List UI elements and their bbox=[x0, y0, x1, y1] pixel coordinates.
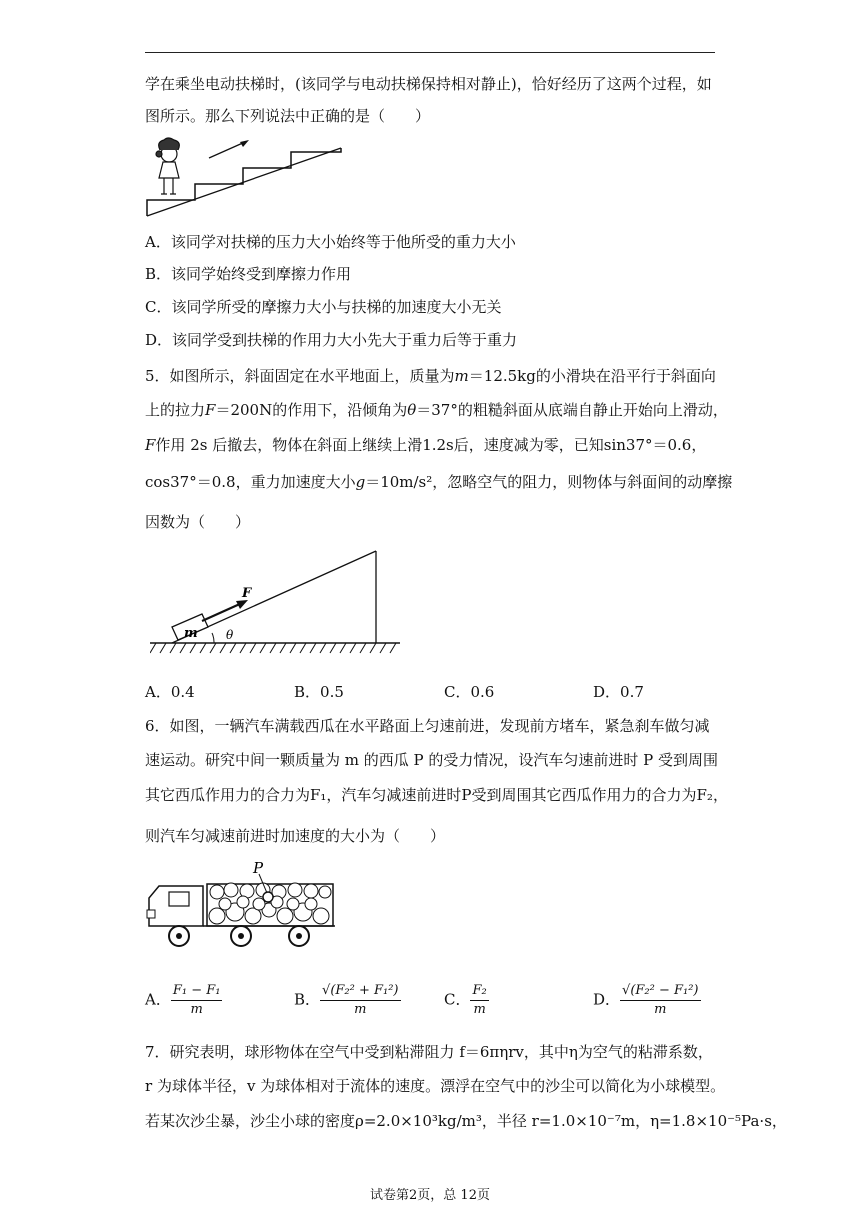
q5-stem-line2: 上的拉力F＝200N的作用下，沿倾角为θ＝37°的粗糙斜面从底端自静止开始向上滑动， bbox=[145, 401, 728, 419]
q5-stem-line5: 因数为（ ） bbox=[145, 513, 251, 531]
q6-option-b: B． $\frac{\text{√(F₂² + F₁²)}}{m}$ bbox=[294, 983, 399, 1017]
escalator-figure bbox=[145, 136, 350, 220]
q7-stem-line3: 若某次沙尘暴，沙尘小球的密度ρ=2.0×10³kg/m³，半径 r=1.0×10⁻⁷m，η=1.8×10⁻⁵Pa·s， bbox=[145, 1112, 787, 1130]
q4-stem-line2: 图所示。那么下列说法中正确的是（ ） bbox=[145, 107, 431, 125]
q5-stem-line4: cos37°＝0.8，重力加速度大小g＝10m/s²，忽略空气的阻力，则物体与斜面间的动摩擦 bbox=[145, 473, 733, 491]
q4-option-d: D．该同学受到扶梯的作用力大小先大于重力后等于重力 bbox=[145, 331, 518, 349]
q5-stem-line3: F作用 2s 后撤去，物体在斜面上继续上滑1.2s后，速度减为零，已知sin37°＝0.6， bbox=[145, 436, 707, 454]
truck-figure bbox=[145, 860, 340, 952]
q4-option-a: A．该同学对扶梯的压力大小始终等于他所受的重力大小 bbox=[145, 233, 516, 251]
force-label: F bbox=[242, 586, 252, 601]
q5-option-c: C．0.6 bbox=[444, 683, 495, 701]
q6-stem-line1: 6．如图，一辆汽车满载西瓜在水平路面上匀速前进，发现前方堵车，紧急刹车做匀减 bbox=[145, 717, 710, 735]
q6-option-d: D． $\frac{\text{√(F₂² − F₁²)}}{m}$ bbox=[593, 983, 699, 1017]
q5-option-a: A．0.4 bbox=[145, 683, 195, 701]
q6-option-a: A． $\frac{\text{F₁ − F₁}}{m}$ bbox=[145, 983, 221, 1017]
q6-option-c: C． $\frac{\text{F₂}}{m}$ bbox=[444, 983, 487, 1017]
watermelon-p-label: P bbox=[253, 860, 264, 877]
q4-stem-line1: 学在乘坐电动扶梯时，(该同学与电动扶梯保持相对静止)，恰好经历了这两个过程，如 bbox=[145, 75, 712, 93]
q5-option-b: B．0.5 bbox=[294, 683, 344, 701]
angle-label: θ bbox=[226, 628, 234, 642]
q6-stem-line2: 速运动。研究中间一颗质量为 m 的西瓜 P 的受力情况，设汽车匀速前进时 P 受到周围 bbox=[145, 751, 719, 769]
girl-figure bbox=[156, 138, 179, 194]
q5-stem-line1: 5．如图所示，斜面固定在水平地面上，质量为m＝12.5kg的小滑块在沿平行于斜面向 bbox=[145, 367, 716, 385]
block-mass-label: m bbox=[184, 626, 198, 641]
q4-option-b: B．该同学始终受到摩擦力作用 bbox=[145, 265, 352, 283]
header-rule bbox=[145, 52, 715, 53]
q6-stem-line3: 其它西瓜作用力的合力为F₁，汽车匀减速前进时P受到周围其它西瓜作用力的合力为F₂， bbox=[145, 786, 728, 804]
q6-stem-line4: 则汽车匀减速前进时加速度的大小为（ ） bbox=[145, 827, 446, 845]
q7-stem-line1: 7．研究表明，球形物体在空气中受到粘滞阻力 f＝6πηrv，其中η为空气的粘滞系数， bbox=[145, 1043, 713, 1061]
q7-stem-line2: r 为球体半径，v 为球体相对于流体的速度。漂浮在空气中的沙尘可以简化为小球模型。 bbox=[145, 1077, 726, 1095]
q4-option-c: C．该同学所受的摩擦力大小与扶梯的加速度大小无关 bbox=[145, 298, 502, 316]
q5-option-d: D．0.7 bbox=[593, 683, 644, 701]
page-footer: 试卷第2页，总 12页 bbox=[370, 1188, 490, 1203]
incline-figure bbox=[150, 545, 405, 660]
